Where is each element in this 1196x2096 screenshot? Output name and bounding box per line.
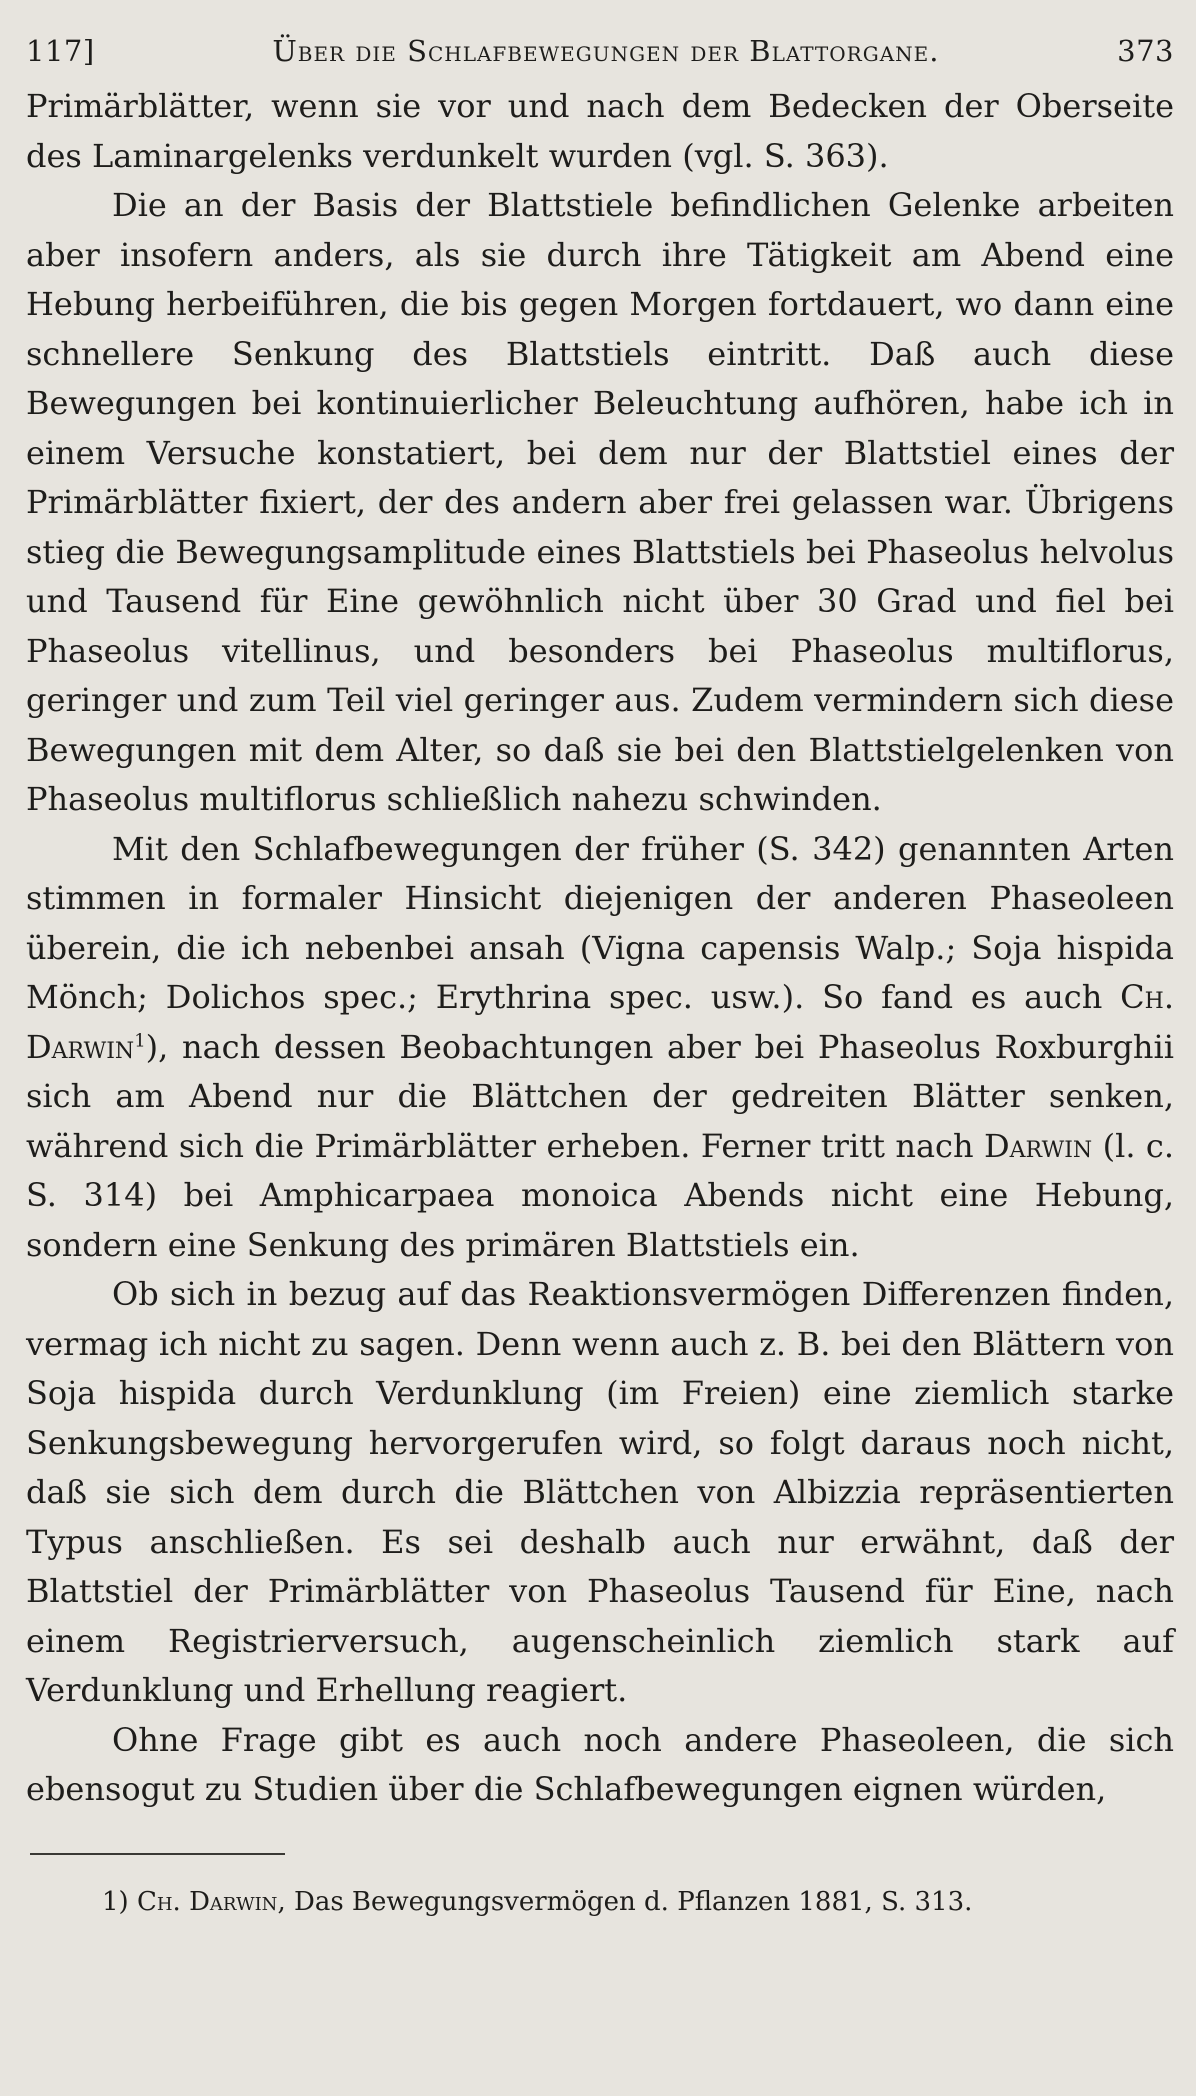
footnote-reference: 1 xyxy=(134,1029,146,1051)
paragraph-text: (l. c. S. 314) bei Amphicarpaea monoica Abends nicht eine Hebung, sondern eine Senkung des primären Blattstiels ein. xyxy=(26,1126,1175,1264)
paragraph-continuation: Primärblätter, wenn sie vor und nach dem Bedecken der Oberseite des Laminargelenks verdunkelt wurden (vgl. S. 363). xyxy=(26,87,1174,175)
paragraph-reaction-capacity: Ob sich in bezug auf das Reaktionsvermögen Differenzen finden, vermag ich nicht zu sagen. Denn wenn auch z. B. bei den Blättern von Soja hispida durch Verdunklung (im Freien) eine ziemlich starke Senkungsbewegung hervorgerufen wird, so folgt daraus noch nicht, daß sie sich dem durch die Blättchen von Albizzia repräsentierten Typus anschließen. Es sei deshalb auch nur erwähnt, daß der Blattstiel der Primärblätter von Phaseolus Tausend für Eine, nach einem Registrierversuch, augenscheinlich ziemlich stark auf Verdunklung und Erhellung reagiert. xyxy=(26,1275,1174,1709)
footnote-marker: 1) xyxy=(102,1886,129,1917)
footnote-text: , Das Bewegungsvermögen d. Pflanzen 1881, S. 313. xyxy=(277,1886,973,1917)
paragraph-petiole-joints: Die an der Basis der Blattstiele befindlichen Gelenke arbeiten aber insofern anders, als sie durch ihre Tätigkeit am Abend eine Hebung herbeiführen, die bis gegen Morgen fortdauert, wo dann eine schnellere Senkung des Blattstiels eintritt. Daß auch diese Bewegungen bei kontinuierlicher Beleuchtung aufhören, habe ich in einem Versuche konstatiert, bei dem nur der Blattstiel eines der Primärblätter fixiert, der des andern aber frei gelassen war. Übrigens stieg die Bewegungsamplitude eines Blattstiels bei Phaseolus helvolus und Tausend für Eine gewöhnlich nicht über 30 Grad und fiel bei Phaseolus vitellinus, und besonders bei Phaseolus multiflorus, geringer und zum Teil viel geringer aus. Zudem vermindern sich diese Bewegungen mit dem Alter, so daß sie bei den Blattstielgelenken von Phaseolus multiflorus schließlich nahezu schwinden. xyxy=(26,186,1174,818)
author-name: Ch. Darwin xyxy=(26,978,1174,1066)
footnote xyxy=(102,1887,1174,1917)
chapter-reference: 117] xyxy=(26,34,95,68)
author-name: Darwin xyxy=(984,1126,1093,1165)
paragraph-text: ), nach dessen Beobachtungen aber bei Phaseolus Roxburghii sich am Abend nur die Blättchen der gedreiten Blätter senken, während sich die Primärblätter erheben. Ferner tritt nach xyxy=(26,1027,1174,1165)
footnote-separator xyxy=(30,1853,285,1855)
running-header xyxy=(26,34,1174,68)
running-title: Über die Schlafbewegungen der Blattorgane. xyxy=(272,34,940,68)
paragraph-other-phaseoleae: Ohne Frage gibt es auch noch andere Phaseoleen, die sich ebensogut zu Studien über die Schlafbewegungen eignen würden, xyxy=(26,1720,1174,1808)
paragraph-text: Mit den Schlafbewegungen der früher (S. 342) genannten Arten stimmen in formaler Hinsicht diejenigen der anderen Phaseoleen überein, die ich nebenbei ansah (Vigna capensis Walp.; Soja hispida Mönch; Dolichos spec.; Erythrina spec. usw.). So fand es auch xyxy=(26,829,1174,1016)
footnote-author: Ch. Darwin xyxy=(136,1886,278,1917)
paragraph-phaseoleae-comparison xyxy=(26,825,1174,1271)
page-number: 373 xyxy=(1117,34,1174,68)
